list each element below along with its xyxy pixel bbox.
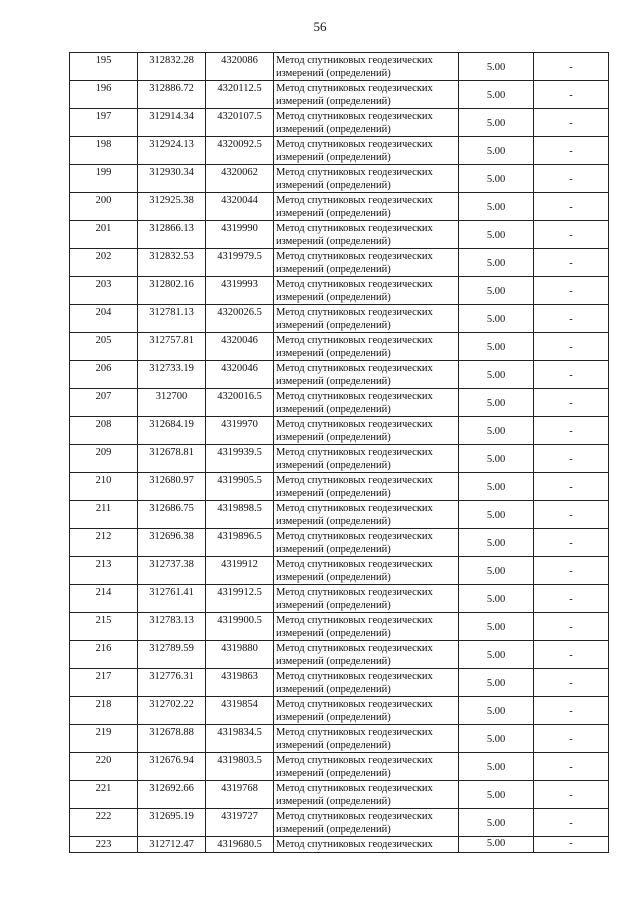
accuracy-cell: 5.00 xyxy=(459,445,534,473)
extra-cell: - xyxy=(534,641,609,669)
method-cell: Метод спутниковых геодезических измерений (определений) xyxy=(274,389,459,417)
table-row xyxy=(70,473,609,501)
point-number-cell: 223 xyxy=(70,837,138,853)
x-coordinate-cell: 312781.13 xyxy=(138,305,206,333)
table-row xyxy=(70,137,609,165)
method-cell: Метод спутниковых геодезических измерений (определений) xyxy=(274,249,459,277)
accuracy-cell: 5.00 xyxy=(459,249,534,277)
point-number-cell: 200 xyxy=(70,193,138,221)
table-row xyxy=(70,837,609,853)
extra-cell: - xyxy=(534,417,609,445)
point-number-cell: 209 xyxy=(70,445,138,473)
extra-cell: - xyxy=(534,249,609,277)
y-coordinate-cell: 4320086 xyxy=(206,53,274,81)
x-coordinate-cell: 312737.38 xyxy=(138,557,206,585)
table-row xyxy=(70,753,609,781)
x-coordinate-cell: 312696.38 xyxy=(138,529,206,557)
x-coordinate-cell: 312680.97 xyxy=(138,473,206,501)
point-number-cell: 212 xyxy=(70,529,138,557)
x-coordinate-cell: 312761.41 xyxy=(138,585,206,613)
table-row xyxy=(70,165,609,193)
extra-cell: - xyxy=(534,445,609,473)
y-coordinate-cell: 4320046 xyxy=(206,333,274,361)
x-coordinate-cell: 312832.28 xyxy=(138,53,206,81)
extra-cell: - xyxy=(534,697,609,725)
point-number-cell: 215 xyxy=(70,613,138,641)
x-coordinate-cell: 312783.13 xyxy=(138,613,206,641)
point-number-cell: 202 xyxy=(70,249,138,277)
point-number-cell: 203 xyxy=(70,277,138,305)
extra-cell: - xyxy=(534,837,609,853)
method-cell: Метод спутниковых геодезических измерений (определений) xyxy=(274,529,459,557)
method-cell: Метод спутниковых геодезических измерений (определений) xyxy=(274,753,459,781)
accuracy-cell: 5.00 xyxy=(459,809,534,837)
accuracy-cell: 5.00 xyxy=(459,781,534,809)
method-cell: Метод спутниковых геодезических измерений (определений) xyxy=(274,473,459,501)
point-number-cell: 196 xyxy=(70,81,138,109)
extra-cell: - xyxy=(534,753,609,781)
y-coordinate-cell: 4319896.5 xyxy=(206,529,274,557)
table-row xyxy=(70,221,609,249)
point-number-cell: 216 xyxy=(70,641,138,669)
x-coordinate-cell: 312757.81 xyxy=(138,333,206,361)
y-coordinate-cell: 4319912.5 xyxy=(206,585,274,613)
point-number-cell: 218 xyxy=(70,697,138,725)
point-number-cell: 222 xyxy=(70,809,138,837)
table-row xyxy=(70,109,609,137)
accuracy-cell: 5.00 xyxy=(459,193,534,221)
extra-cell: - xyxy=(534,529,609,557)
point-number-cell: 217 xyxy=(70,669,138,697)
accuracy-cell: 5.00 xyxy=(459,417,534,445)
y-coordinate-cell: 4319990 xyxy=(206,221,274,249)
x-coordinate-cell: 312886.72 xyxy=(138,81,206,109)
accuracy-cell: 5.00 xyxy=(459,53,534,81)
table-row xyxy=(70,585,609,613)
method-cell: Метод спутниковых геодезических измерений (определений) xyxy=(274,781,459,809)
accuracy-cell: 5.00 xyxy=(459,557,534,585)
method-cell: Метод спутниковых геодезических измерений (определений) xyxy=(274,445,459,473)
extra-cell: - xyxy=(534,501,609,529)
table-row xyxy=(70,193,609,221)
x-coordinate-cell: 312695.19 xyxy=(138,809,206,837)
method-cell: Метод спутниковых геодезических измерений (определений) xyxy=(274,333,459,361)
method-cell: Метод спутниковых геодезических измерений (определений) xyxy=(274,81,459,109)
accuracy-cell: 5.00 xyxy=(459,837,534,853)
coordinates-table xyxy=(69,52,609,853)
extra-cell: - xyxy=(534,473,609,501)
extra-cell: - xyxy=(534,109,609,137)
accuracy-cell: 5.00 xyxy=(459,277,534,305)
y-coordinate-cell: 4319854 xyxy=(206,697,274,725)
table-row xyxy=(70,641,609,669)
y-coordinate-cell: 4319863 xyxy=(206,669,274,697)
table-row xyxy=(70,305,609,333)
method-cell: Метод спутниковых геодезических измерений (определений) xyxy=(274,697,459,725)
extra-cell: - xyxy=(534,53,609,81)
point-number-cell: 210 xyxy=(70,473,138,501)
point-number-cell: 201 xyxy=(70,221,138,249)
y-coordinate-cell: 4319834.5 xyxy=(206,725,274,753)
y-coordinate-cell: 4319803.5 xyxy=(206,753,274,781)
x-coordinate-cell: 312686.75 xyxy=(138,501,206,529)
table-row xyxy=(70,53,609,81)
accuracy-cell: 5.00 xyxy=(459,753,534,781)
accuracy-cell: 5.00 xyxy=(459,389,534,417)
accuracy-cell: 5.00 xyxy=(459,361,534,389)
point-number-cell: 204 xyxy=(70,305,138,333)
table-row xyxy=(70,697,609,725)
x-coordinate-cell: 312789.59 xyxy=(138,641,206,669)
table-row xyxy=(70,501,609,529)
extra-cell: - xyxy=(534,165,609,193)
table-row xyxy=(70,333,609,361)
table-row xyxy=(70,81,609,109)
method-cell: Метод спутниковых геодезических измерений (определений) xyxy=(274,725,459,753)
extra-cell: - xyxy=(534,809,609,837)
y-coordinate-cell: 4319912 xyxy=(206,557,274,585)
accuracy-cell: 5.00 xyxy=(459,501,534,529)
x-coordinate-cell: 312684.19 xyxy=(138,417,206,445)
extra-cell: - xyxy=(534,585,609,613)
table-row xyxy=(70,361,609,389)
point-number-cell: 197 xyxy=(70,109,138,137)
point-number-cell: 207 xyxy=(70,389,138,417)
table-row xyxy=(70,417,609,445)
point-number-cell: 195 xyxy=(70,53,138,81)
accuracy-cell: 5.00 xyxy=(459,697,534,725)
page-number: 56 xyxy=(313,19,327,34)
method-cell: Метод спутниковых геодезических измерений (определений) xyxy=(274,557,459,585)
y-coordinate-cell: 4319905.5 xyxy=(206,473,274,501)
y-coordinate-cell: 4319898.5 xyxy=(206,501,274,529)
y-coordinate-cell: 4320016.5 xyxy=(206,389,274,417)
x-coordinate-cell: 312832.53 xyxy=(138,249,206,277)
extra-cell: - xyxy=(534,333,609,361)
method-cell: Метод спутниковых геодезических измерений (определений) xyxy=(274,641,459,669)
point-number-cell: 221 xyxy=(70,781,138,809)
x-coordinate-cell: 312776.31 xyxy=(138,669,206,697)
accuracy-cell: 5.00 xyxy=(459,109,534,137)
point-number-cell: 198 xyxy=(70,137,138,165)
extra-cell: - xyxy=(534,361,609,389)
extra-cell: - xyxy=(534,781,609,809)
point-number-cell: 214 xyxy=(70,585,138,613)
x-coordinate-cell: 312700 xyxy=(138,389,206,417)
table-row xyxy=(70,389,609,417)
method-cell: Метод спутниковых геодезических xyxy=(274,837,459,853)
extra-cell: - xyxy=(534,81,609,109)
x-coordinate-cell: 312676.94 xyxy=(138,753,206,781)
y-coordinate-cell: 4320062 xyxy=(206,165,274,193)
x-coordinate-cell: 312925.38 xyxy=(138,193,206,221)
x-coordinate-cell: 312914.34 xyxy=(138,109,206,137)
accuracy-cell: 5.00 xyxy=(459,613,534,641)
x-coordinate-cell: 312678.81 xyxy=(138,445,206,473)
method-cell: Метод спутниковых геодезических измерений (определений) xyxy=(274,361,459,389)
table-row xyxy=(70,669,609,697)
method-cell: Метод спутниковых геодезических измерений (определений) xyxy=(274,809,459,837)
extra-cell: - xyxy=(534,137,609,165)
extra-cell: - xyxy=(534,193,609,221)
method-cell: Метод спутниковых геодезических измерений (определений) xyxy=(274,501,459,529)
accuracy-cell: 5.00 xyxy=(459,165,534,193)
table-row xyxy=(70,277,609,305)
x-coordinate-cell: 312702.22 xyxy=(138,697,206,725)
y-coordinate-cell: 4319939.5 xyxy=(206,445,274,473)
x-coordinate-cell: 312678.88 xyxy=(138,725,206,753)
extra-cell: - xyxy=(534,389,609,417)
y-coordinate-cell: 4319900.5 xyxy=(206,613,274,641)
y-coordinate-cell: 4319768 xyxy=(206,781,274,809)
point-number-cell: 213 xyxy=(70,557,138,585)
table-row xyxy=(70,529,609,557)
extra-cell: - xyxy=(534,221,609,249)
y-coordinate-cell: 4319993 xyxy=(206,277,274,305)
accuracy-cell: 5.00 xyxy=(459,333,534,361)
y-coordinate-cell: 4319979.5 xyxy=(206,249,274,277)
method-cell: Метод спутниковых геодезических измерений (определений) xyxy=(274,277,459,305)
y-coordinate-cell: 4320112.5 xyxy=(206,81,274,109)
point-number-cell: 219 xyxy=(70,725,138,753)
y-coordinate-cell: 4320107.5 xyxy=(206,109,274,137)
method-cell: Метод спутниковых геодезических измерений (определений) xyxy=(274,165,459,193)
y-coordinate-cell: 4320092.5 xyxy=(206,137,274,165)
accuracy-cell: 5.00 xyxy=(459,641,534,669)
method-cell: Метод спутниковых геодезических измерений (определений) xyxy=(274,109,459,137)
table-row xyxy=(70,557,609,585)
table-row xyxy=(70,445,609,473)
x-coordinate-cell: 312692.66 xyxy=(138,781,206,809)
x-coordinate-cell: 312924.13 xyxy=(138,137,206,165)
extra-cell: - xyxy=(534,669,609,697)
y-coordinate-cell: 4320026.5 xyxy=(206,305,274,333)
point-number-cell: 205 xyxy=(70,333,138,361)
extra-cell: - xyxy=(534,305,609,333)
method-cell: Метод спутниковых геодезических измерений (определений) xyxy=(274,669,459,697)
accuracy-cell: 5.00 xyxy=(459,529,534,557)
x-coordinate-cell: 312712.47 xyxy=(138,837,206,853)
point-number-cell: 220 xyxy=(70,753,138,781)
y-coordinate-cell: 4319680.5 xyxy=(206,837,274,853)
method-cell: Метод спутниковых геодезических измерений (определений) xyxy=(274,305,459,333)
y-coordinate-cell: 4319970 xyxy=(206,417,274,445)
method-cell: Метод спутниковых геодезических измерений (определений) xyxy=(274,221,459,249)
accuracy-cell: 5.00 xyxy=(459,305,534,333)
y-coordinate-cell: 4319727 xyxy=(206,809,274,837)
method-cell: Метод спутниковых геодезических измерений (определений) xyxy=(274,613,459,641)
table-row xyxy=(70,613,609,641)
accuracy-cell: 5.00 xyxy=(459,221,534,249)
x-coordinate-cell: 312733.19 xyxy=(138,361,206,389)
table-row xyxy=(70,249,609,277)
table-row xyxy=(70,809,609,837)
table-body xyxy=(70,53,609,853)
table-row xyxy=(70,781,609,809)
method-cell: Метод спутниковых геодезических измерений (определений) xyxy=(274,193,459,221)
accuracy-cell: 5.00 xyxy=(459,81,534,109)
method-cell: Метод спутниковых геодезических измерений (определений) xyxy=(274,137,459,165)
point-number-cell: 199 xyxy=(70,165,138,193)
method-cell: Метод спутниковых геодезических измерений (определений) xyxy=(274,53,459,81)
table-row xyxy=(70,725,609,753)
accuracy-cell: 5.00 xyxy=(459,585,534,613)
accuracy-cell: 5.00 xyxy=(459,137,534,165)
accuracy-cell: 5.00 xyxy=(459,725,534,753)
extra-cell: - xyxy=(534,725,609,753)
x-coordinate-cell: 312930.34 xyxy=(138,165,206,193)
y-coordinate-cell: 4320046 xyxy=(206,361,274,389)
extra-cell: - xyxy=(534,613,609,641)
method-cell: Метод спутниковых геодезических измерений (определений) xyxy=(274,585,459,613)
method-cell: Метод спутниковых геодезических измерений (определений) xyxy=(274,417,459,445)
accuracy-cell: 5.00 xyxy=(459,669,534,697)
extra-cell: - xyxy=(534,277,609,305)
point-number-cell: 211 xyxy=(70,501,138,529)
point-number-cell: 208 xyxy=(70,417,138,445)
y-coordinate-cell: 4319880 xyxy=(206,641,274,669)
y-coordinate-cell: 4320044 xyxy=(206,193,274,221)
x-coordinate-cell: 312866.13 xyxy=(138,221,206,249)
point-number-cell: 206 xyxy=(70,361,138,389)
accuracy-cell: 5.00 xyxy=(459,473,534,501)
x-coordinate-cell: 312802.16 xyxy=(138,277,206,305)
extra-cell: - xyxy=(534,557,609,585)
